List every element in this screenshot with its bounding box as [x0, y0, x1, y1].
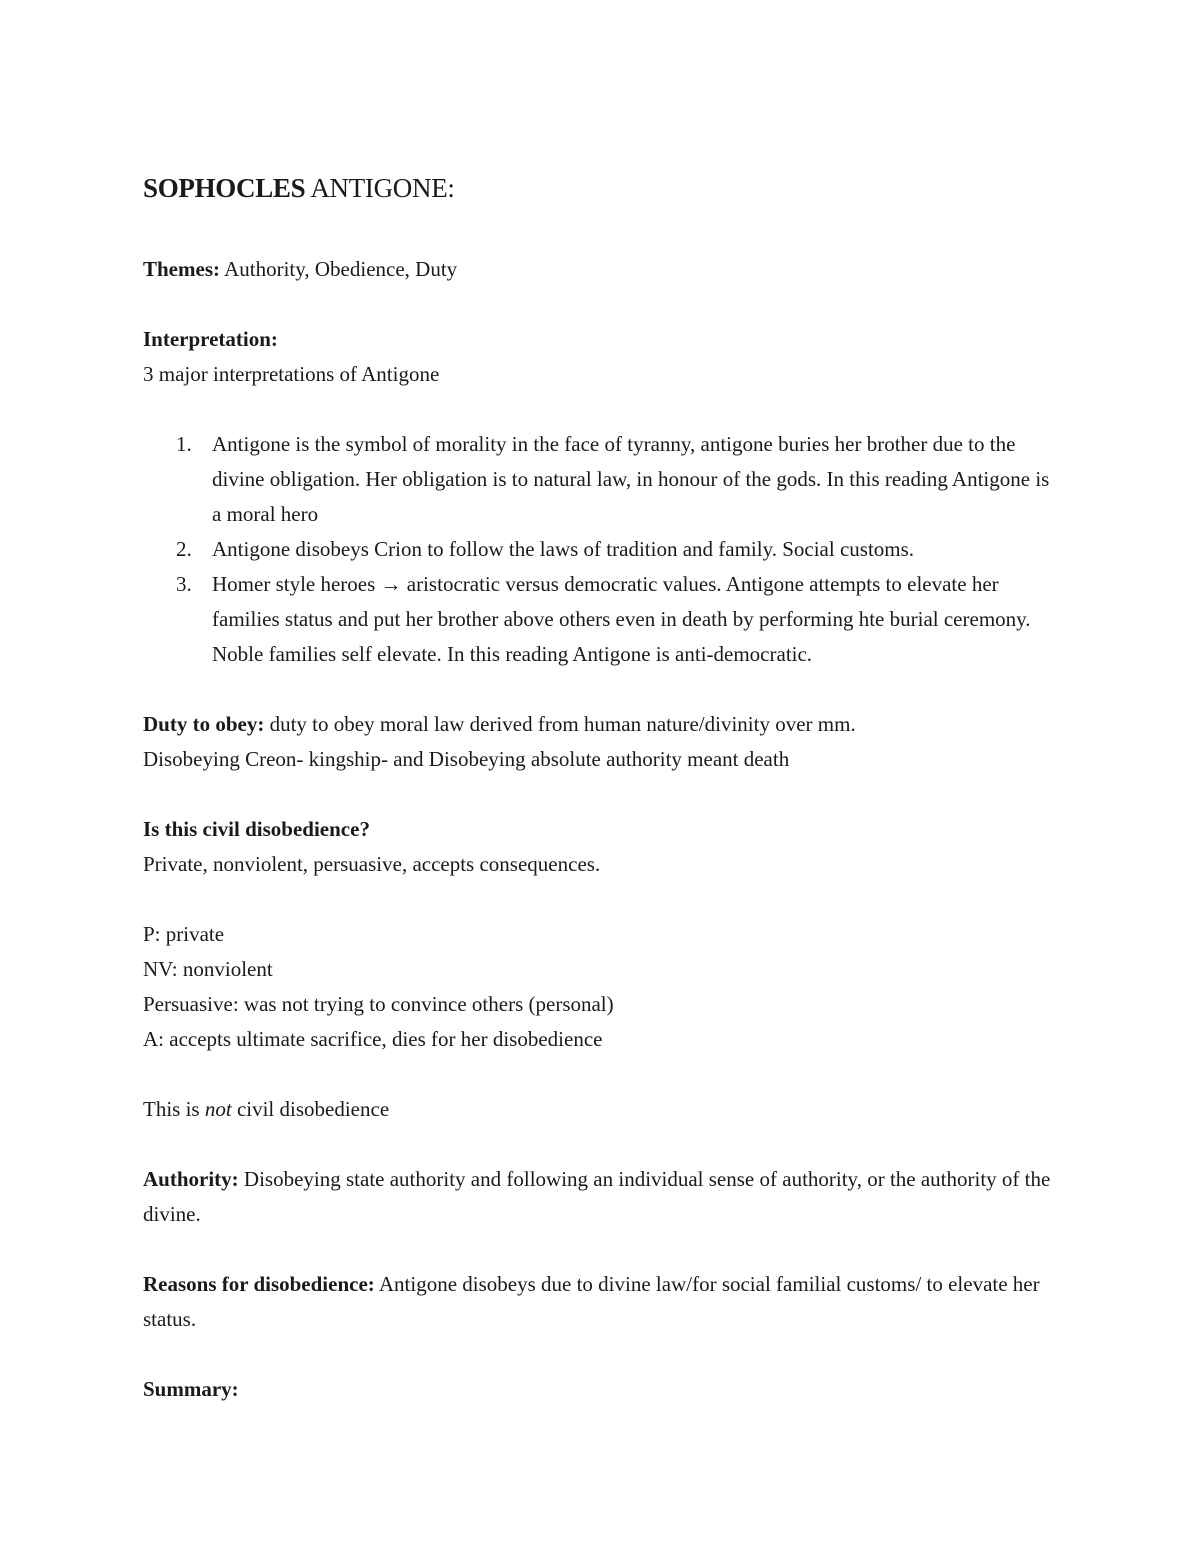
civil-line: Private, nonviolent, persuasive, accepts consequences.: [143, 852, 601, 876]
interpretation-list: [143, 427, 1063, 672]
criteria-list: [143, 917, 1063, 1057]
list-item-text: Homer style heroes → aristocratic versus democratic values. Antigone attempts to elevate her families status and put her brother above others even in death by performing hte burial ceremony. Noble families self elevate. In this reading Antigone is anti-democratic.: [212, 572, 1031, 666]
conclusion-before: This is: [143, 1097, 205, 1121]
conclusion-emphasis: not: [204, 1097, 232, 1121]
summary-heading: Summary:: [143, 1377, 239, 1401]
list-item: [143, 567, 1063, 672]
list-item: [143, 427, 1063, 532]
duty-line: [143, 707, 1063, 742]
duty-text: duty to obey moral law derived from human nature/divinity over mm.: [264, 712, 856, 736]
list-item-number: 2.: [176, 537, 192, 561]
themes-label: Themes:: [143, 257, 220, 281]
title-author: SOPHOCLES: [143, 173, 306, 203]
page-title: [143, 168, 1063, 208]
authority-paragraph: [143, 1162, 1063, 1232]
document-page: [143, 168, 1063, 1407]
reasons-paragraph: [143, 1267, 1063, 1337]
conclusion-line: [143, 1092, 1063, 1127]
title-work: ANTIGONE:: [305, 173, 455, 203]
authority-text: Disobeying state authority and following an individual sense of authority, or the authority of the divine.: [143, 1167, 1051, 1226]
criteria-item: P: private: [143, 922, 225, 946]
list-item-text: Antigone is the symbol of morality in the face of tyranny, antigone buries her brother due to the divine obligation. Her obligation is to natural law, in honour of the gods. In this reading Antigone is a moral hero: [212, 432, 1050, 526]
authority-label: Authority:: [143, 1167, 239, 1191]
list-item: [143, 532, 1063, 567]
duty-label: Duty to obey:: [143, 712, 265, 736]
themes-text: Authority, Obedience, Duty: [220, 257, 458, 281]
themes-line: [143, 252, 1063, 287]
duty-line-2: Disobeying Creon- kingship- and Disobeying absolute authority meant death: [143, 747, 790, 771]
interpretation-intro: 3 major interpretations of Antigone: [143, 362, 440, 386]
list-item-text: Antigone disobeys Crion to follow the laws of tradition and family. Social customs.: [212, 537, 915, 561]
criteria-item: A: accepts ultimate sacrifice, dies for her disobedience: [143, 1027, 603, 1051]
list-item-number: 1.: [176, 432, 192, 456]
civil-heading: Is this civil disobedience?: [143, 817, 370, 841]
reasons-label: Reasons for disobedience:: [143, 1272, 375, 1296]
criteria-item: Persuasive: was not trying to convince others (personal): [143, 992, 614, 1016]
interpretation-heading: Interpretation:: [143, 327, 278, 351]
conclusion-after: civil disobedience: [231, 1097, 390, 1121]
reasons-text: Antigone disobeys due to divine law/for social familial customs/ to elevate her status.: [143, 1272, 1040, 1331]
list-item-number: 3.: [176, 572, 192, 596]
criteria-item: NV: nonviolent: [143, 957, 273, 981]
